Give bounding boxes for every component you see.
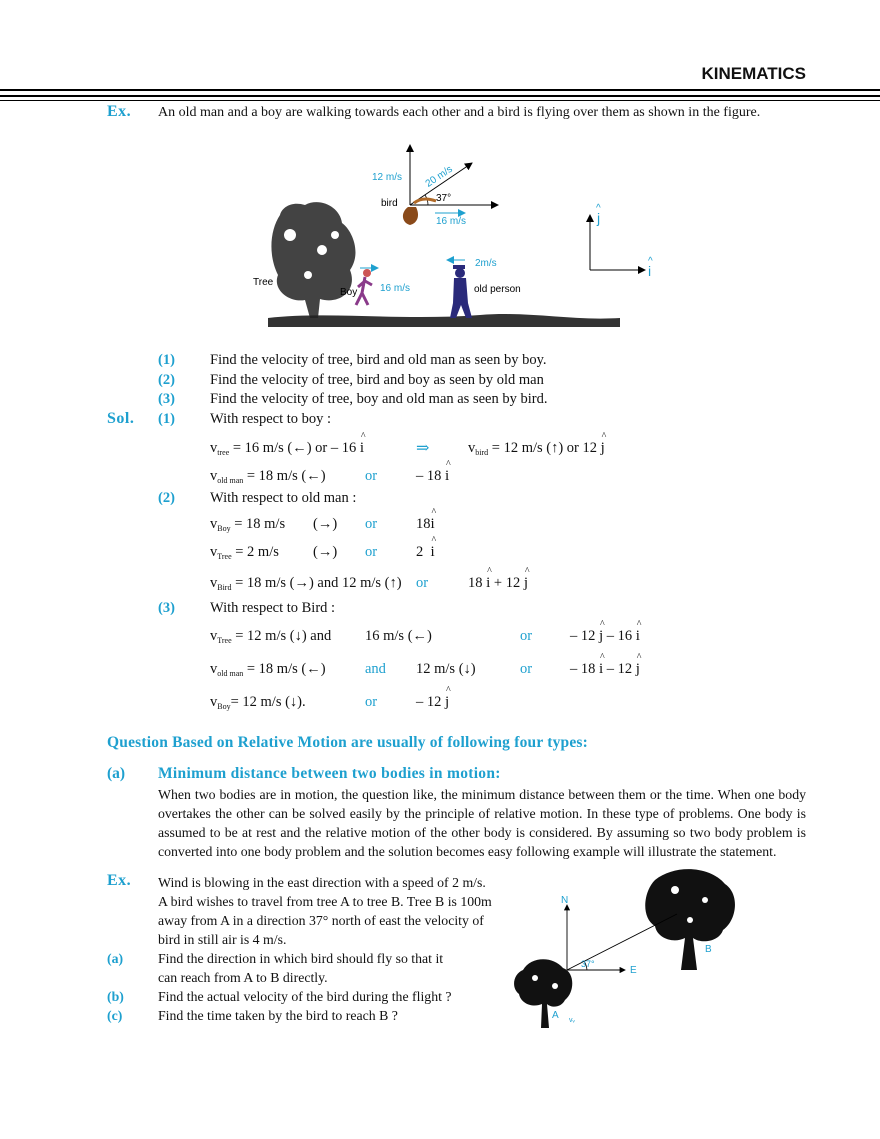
- part-num: (3): [158, 600, 175, 616]
- east-label: E: [630, 965, 637, 976]
- or-word: or: [365, 694, 378, 710]
- boy-velocity: 16 m/s: [380, 283, 411, 294]
- example-label: Ex.: [107, 872, 132, 889]
- north-label: N: [561, 895, 569, 906]
- bird-horizontal-velocity: 16 m/s: [436, 216, 467, 227]
- old-man-velocity: 2m/s: [475, 258, 497, 269]
- solution-line: $v_{Boy} = 18$ m/s: [210, 516, 286, 533]
- question-text: Find the direction in which bird should fly so that it: [158, 951, 444, 966]
- bird-velocity: 20 m/s: [423, 163, 455, 190]
- tree-icon: [271, 202, 358, 318]
- example-statement: An old man and a boy are walking towards each other and a bird is flying over them as shown in the figure.: [158, 105, 761, 120]
- direction: (→): [313, 516, 338, 532]
- motion-figure: [250, 135, 670, 335]
- solution-vector: – 12 ^ j: [416, 694, 449, 711]
- question-text: Find the velocity of tree, bird and boy as seen by old man: [210, 372, 544, 388]
- angle-label: 37°: [581, 959, 595, 969]
- tree-b-icon: [645, 869, 735, 970]
- question-text: Find the velocity of tree, bird and old man as seen by boy.: [210, 352, 547, 368]
- or-word: or: [520, 628, 533, 644]
- unit-j: j: [597, 210, 601, 226]
- solution-vector: 18 ^ i + 12 ^ j: [468, 575, 528, 592]
- unit-i: i: [648, 263, 652, 279]
- solution-line: $v_{Tree} = 2$ m/s: [210, 544, 279, 561]
- boy-icon: [356, 269, 372, 305]
- question-label: (b): [107, 989, 124, 1004]
- angle-label: 37°: [436, 193, 452, 204]
- question-label: (a): [107, 951, 124, 966]
- part-heading: With respect to Bird :: [210, 600, 336, 616]
- solution-line: $v_{Bird} = 18$ m/s (→) and 12 m/s (↑): [210, 575, 402, 592]
- solution-label: Sol.: [107, 410, 135, 427]
- and-word: and: [365, 661, 386, 677]
- solution-vector: – 18 ^ i: [416, 468, 449, 485]
- section-heading: Question Based on Relative Motion are usually of following four types:: [107, 734, 589, 751]
- part-num: (1): [158, 411, 175, 427]
- tree-a-icon: [514, 959, 572, 1028]
- old-man-icon: [450, 265, 472, 318]
- or-word: or: [365, 516, 378, 532]
- old-man-label: old person: [474, 284, 521, 295]
- example-line: Wind is blowing in the east direction with a speed of 2 m/s.: [158, 875, 486, 890]
- example-line: A bird wishes to travel from tree A to tree B. Tree B is 100m: [158, 894, 492, 909]
- part-num: (2): [158, 490, 175, 506]
- solution-line: $v_{old man} = 18$ m/s (←): [210, 468, 326, 485]
- tree-label: Tree: [253, 277, 274, 288]
- question-label: (c): [107, 1008, 123, 1023]
- or-word: or: [365, 544, 378, 560]
- solution-line: $v_{Boy}= 12$ m/s (↓).: [210, 694, 306, 711]
- implies-symbol: ⇒: [416, 440, 430, 457]
- question-text: can reach from A to B directly.: [158, 970, 328, 985]
- solution-vector: 18^ i: [416, 516, 435, 533]
- wind-label: vᵥ: [569, 1017, 575, 1024]
- solution-line: $v_{tree} = 16$ m/s (←) or – 16 ^ i: [210, 440, 364, 457]
- example-label: Ex.: [107, 103, 132, 120]
- question-num: (3): [158, 391, 175, 407]
- solution-vector: 2 ^ i: [416, 544, 435, 561]
- header-rule: [0, 100, 880, 101]
- tree-b-label: B: [705, 944, 712, 955]
- question-text: Find the time taken by the bird to reach B ?: [158, 1008, 398, 1023]
- or-word: or: [365, 468, 378, 484]
- direction: 12 m/s (↓): [416, 661, 476, 677]
- bird-vertical-velocity: 12 m/s: [372, 172, 403, 183]
- tree-a-label: A: [552, 1010, 559, 1021]
- subsection-title: Minimum distance between two bodies in motion:: [158, 765, 501, 782]
- solution-line: $v_{Tree} = 12$ m/s (↓) and: [210, 628, 332, 645]
- solution-line: $v_{bird} = 12$ m/s (↑) or 12 ^ j: [468, 440, 605, 457]
- header-rule: [0, 95, 880, 97]
- direction: (→): [313, 544, 338, 560]
- boy-label: Boy: [340, 287, 358, 298]
- part-heading: With respect to boy :: [210, 411, 332, 427]
- solution-vector: – 12 ^ j – 16 ^ i: [570, 628, 640, 645]
- bird-icon: [403, 199, 436, 225]
- solution-line: $v_{old man} = 18$ m/s (←): [210, 661, 326, 678]
- trees-figure: [505, 860, 750, 1035]
- example-line: bird in still air is 4 m/s.: [158, 932, 287, 947]
- direction: 16 m/s (←): [365, 628, 432, 644]
- subsection-label: (a): [107, 765, 126, 782]
- ground: [268, 314, 620, 327]
- svg-text:^: ^: [648, 256, 653, 267]
- chapter-title: KINEMATICS: [701, 64, 806, 83]
- question-text: Find the actual velocity of the bird during the flight ?: [158, 989, 452, 1004]
- bird-label: bird: [381, 198, 398, 209]
- question-num: (1): [158, 352, 175, 368]
- part-heading: With respect to old man :: [210, 490, 357, 506]
- svg-text:^: ^: [596, 203, 601, 214]
- or-word: or: [520, 661, 533, 677]
- subsection-text: When two bodies are in motion, the question like, the minimum distance between them or the time. When one body overtakes the other can be solved easily by the principle of relative motion. In these type of problems. One body is assumed to be at rest and the relative motion of the other body is considered. By assuming so two body problem is converted into one body problem and the solution becomes easy following example will illustrate the statement.: [158, 787, 806, 859]
- header-rule: [0, 89, 880, 91]
- or-word: or: [416, 575, 429, 591]
- question-num: (2): [158, 372, 175, 388]
- example-line: away from A in a direction 37° north of east the velocity of: [158, 913, 484, 928]
- solution-vector: – 18 ^ i – 12 ^ j: [570, 661, 640, 678]
- question-text: Find the velocity of tree, boy and old man as seen by bird.: [210, 391, 548, 407]
